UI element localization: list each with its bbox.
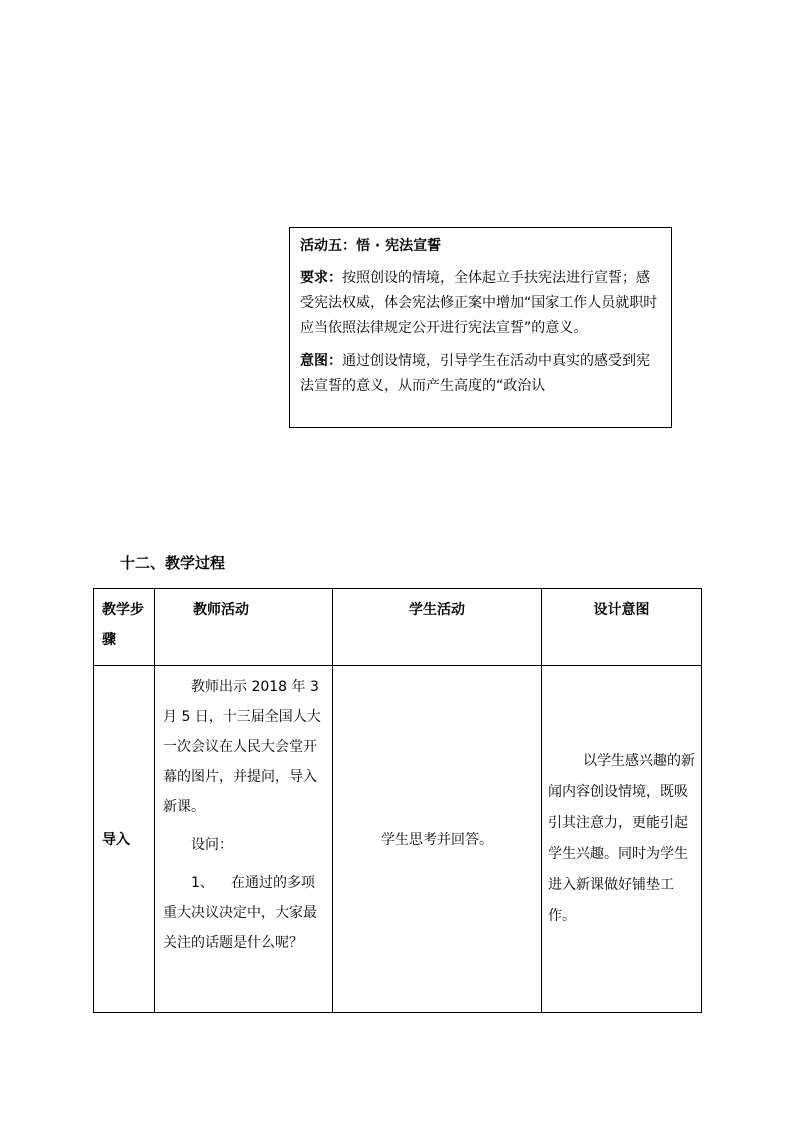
section-heading: 十二、教学过程 — [120, 554, 226, 572]
header-student: 学生活动 — [333, 589, 542, 666]
teaching-process-table — [93, 588, 702, 1013]
header-step: 教学步 骤 — [94, 589, 155, 666]
question-text: 在通过的多项重大决议决定中，大家最关注的话题是什么呢？ — [163, 875, 317, 951]
intent-label: 意图： — [300, 353, 342, 369]
header-teacher: 教师活动 — [155, 589, 333, 666]
activity-intent — [300, 349, 661, 399]
teacher-intro: 教师出示 2018 年 3 月 5 日，十三届全国人大一次会议在人民大会堂开幕的图片，并提问，导入新课。 — [163, 679, 321, 815]
design-intent-cell — [542, 666, 702, 1013]
table-header-row — [94, 589, 702, 666]
teacher-question-1 — [163, 868, 326, 958]
teacher-activity-cell — [155, 666, 333, 1013]
activity-title: 活动五：悟 · 宪法宣誓 — [300, 238, 442, 254]
teacher-question-label: 设问： — [191, 837, 233, 853]
header-intent: 设计意图 — [542, 589, 702, 666]
intent-text: 通过创设情境，引导学生在活动中真实的感受到宪法宣誓的意义，从而产生高度的“政治认 — [300, 353, 650, 394]
requirement-text: 按照创设的情境，全体起立手扶宪法进行宣誓；感受宪法权威，体会宪法修正案中增加“国家工作人员就职时应当依照法律规定公开进行宪法宣誓”的意义。 — [300, 270, 658, 336]
question-number: 1、 — [191, 875, 214, 891]
table-row — [94, 666, 702, 1013]
requirement-label: 要求： — [300, 270, 342, 286]
activity-box — [289, 227, 672, 428]
step-cell: 导入 — [94, 666, 155, 1013]
design-intent-text: 以学生感兴趣的新闻内容创设情境，既吸引其注意力，更能引起学生兴趣。同时为学生进入新课做好铺垫工作。 — [548, 753, 695, 924]
activity-requirement — [300, 266, 661, 341]
student-activity-cell: 学生思考并回答。 — [333, 666, 542, 1013]
